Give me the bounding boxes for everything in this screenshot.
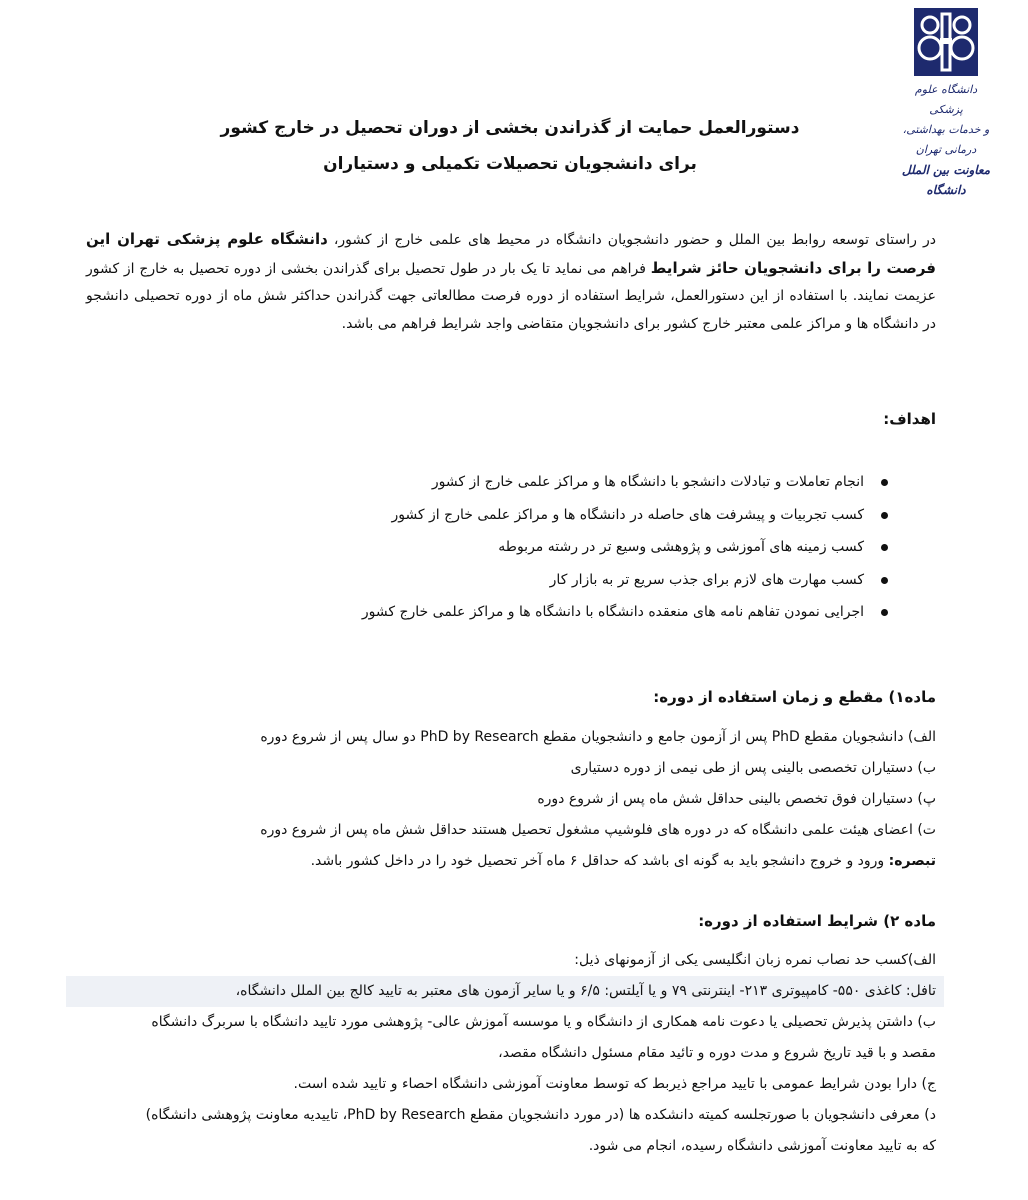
article-1-heading: ماده۱) مقطع و زمان استفاده از دوره: bbox=[653, 688, 936, 706]
note-label: تبصره: bbox=[888, 853, 936, 869]
intro-part-1: در راستای توسعه روابط بین الملل و حضور دانشجویان دانشگاه در محیط های علمی خارج از کشور، bbox=[327, 232, 936, 248]
goal-item: کسب زمینه های آموزشی و پژوهشی وسیع تر در رشته مربوطه bbox=[362, 531, 888, 564]
article-2-line: مقصد و با قید تاریخ شروع و مدت دوره و تائید مقام مسئول دانشگاه مقصد، bbox=[498, 1045, 936, 1061]
article-1-line: الف) دانشجویان مقطع PhD پس از آزمون جامع و دانشجویان مقطع PhD by Research دو سال پس از شروع دوره bbox=[260, 729, 936, 745]
title-line-1: دستورالعمل حمایت از گذراندن بخشی از دوران تحصیل در خارج کشور bbox=[220, 118, 800, 138]
goals-list bbox=[362, 466, 888, 629]
article-2-line: الف)کسب حد نصاب نمره زبان انگلیسی یکی از آزمونهای ذیل: bbox=[574, 952, 936, 968]
goal-item: کسب تجربیات و پیشرفت های حاصله در دانشگاه ها و مراکز علمی خارج از کشور bbox=[362, 499, 888, 532]
article-2-line: ج) دارا بودن شرایط عمومی با تایید مراجع ذیربط که توسط معاونت آموزشی دانشگاه احصاء و تایید شده است. bbox=[293, 1076, 936, 1092]
logo-line-3: معاونت بین الملل دانشگاه bbox=[901, 163, 991, 197]
intro-bold: دانشگاه علوم پزشکی تهران این فرصت را برای دانشجویان حائز شرایط bbox=[86, 230, 937, 277]
intro-part-2: فراهم می نماید تا یک بار در طول تحصیل برای گذراندن بخشی از دوره تحصیل به خارج از کشور عزیمت نمایند. با استفاده از این دستورالعمل، شرایط استفاده از دوره فرصت مطالعاتی جهت گذراندن حداکثر شش ماه از دوره تحصیلی دانشجو در دانشگاه ها و مراکز علمی معتبر خارج کشور برای دانشجویان متقاضی واجد شرایط فراهم می باشد. bbox=[86, 260, 936, 332]
article-2-line: که به تایید معاونت آموزشی دانشگاه رسیده، انجام می شود. bbox=[588, 1138, 936, 1154]
article-1-line: ب) دستیاران تخصصی بالینی پس از طی نیمی از دوره دستیاری bbox=[570, 760, 936, 776]
goals-heading: اهداف: bbox=[883, 410, 936, 428]
article-1-line: پ) دستیاران فوق تخصص بالینی حداقل شش ماه پس از شروع دوره bbox=[537, 791, 936, 807]
note-text: ورود و خروج دانشجو باید به گونه ای باشد که حداقل ۶ ماه آخر تحصیل خود را در داخل کشور باشد. bbox=[310, 853, 889, 869]
article-2-heading: ماده ۲) شرایط استفاده از دوره: bbox=[698, 912, 936, 930]
goal-item: اجرایی نمودن تفاهم نامه های منعقده دانشگاه با دانشگاه ها و مراکز علمی خارج کشور bbox=[362, 596, 888, 629]
university-emblem-icon bbox=[914, 8, 978, 76]
goal-item: انجام تعاملات و تبادلات دانشجو با دانشگاه ها و مراکز علمی خارج از کشور bbox=[362, 466, 888, 499]
article-1-note bbox=[260, 846, 936, 877]
document-title bbox=[200, 110, 820, 182]
logo-line-1: دانشگاه علوم پزشکی bbox=[914, 83, 978, 116]
article-2-line: د) معرفی دانشجویان با صورتجلسه کمیته دانشکده ها (در مورد دانشجویان مقطع PhD by Research، تاییدیه معاونت پژوهشی دانشگاه) bbox=[145, 1107, 936, 1123]
logo-line-2: و خدمات بهداشتی، درمانی تهران bbox=[902, 123, 990, 156]
article-1-line: ت) اعضای هیئت علمی دانشگاه که در دوره های فلوشیپ مشغول تحصیل هستند حداقل شش ماه پس از شروع دوره bbox=[260, 822, 936, 838]
article-2-body bbox=[66, 945, 936, 1162]
goal-item: کسب مهارت های لازم برای جذب سریع تر به بازار کار bbox=[362, 564, 888, 597]
intro-paragraph bbox=[86, 226, 936, 338]
article-2-line: ب) داشتن پذیرش تحصیلی یا دعوت نامه همکاری از دانشگاه و یا موسسه آموزش عالی- پژوهشی مورد تایید دانشگاه با سربرگ دانشگاه bbox=[151, 1014, 936, 1030]
university-logo bbox=[898, 8, 994, 200]
title-line-2: برای دانشجویان تحصیلات تکمیلی و دستیاران bbox=[323, 154, 697, 174]
article-2-line-highlighted: تافل: کاغذی ۵۵۰- کامپیوتری ۲۱۳- اینترنتی ۷۹ و یا آیلتس: ۶/۵ و یا سایر آزمون های معتبر به تایید کالج بین الملل دانشگاه، bbox=[66, 976, 944, 1007]
article-1-body bbox=[260, 722, 936, 877]
